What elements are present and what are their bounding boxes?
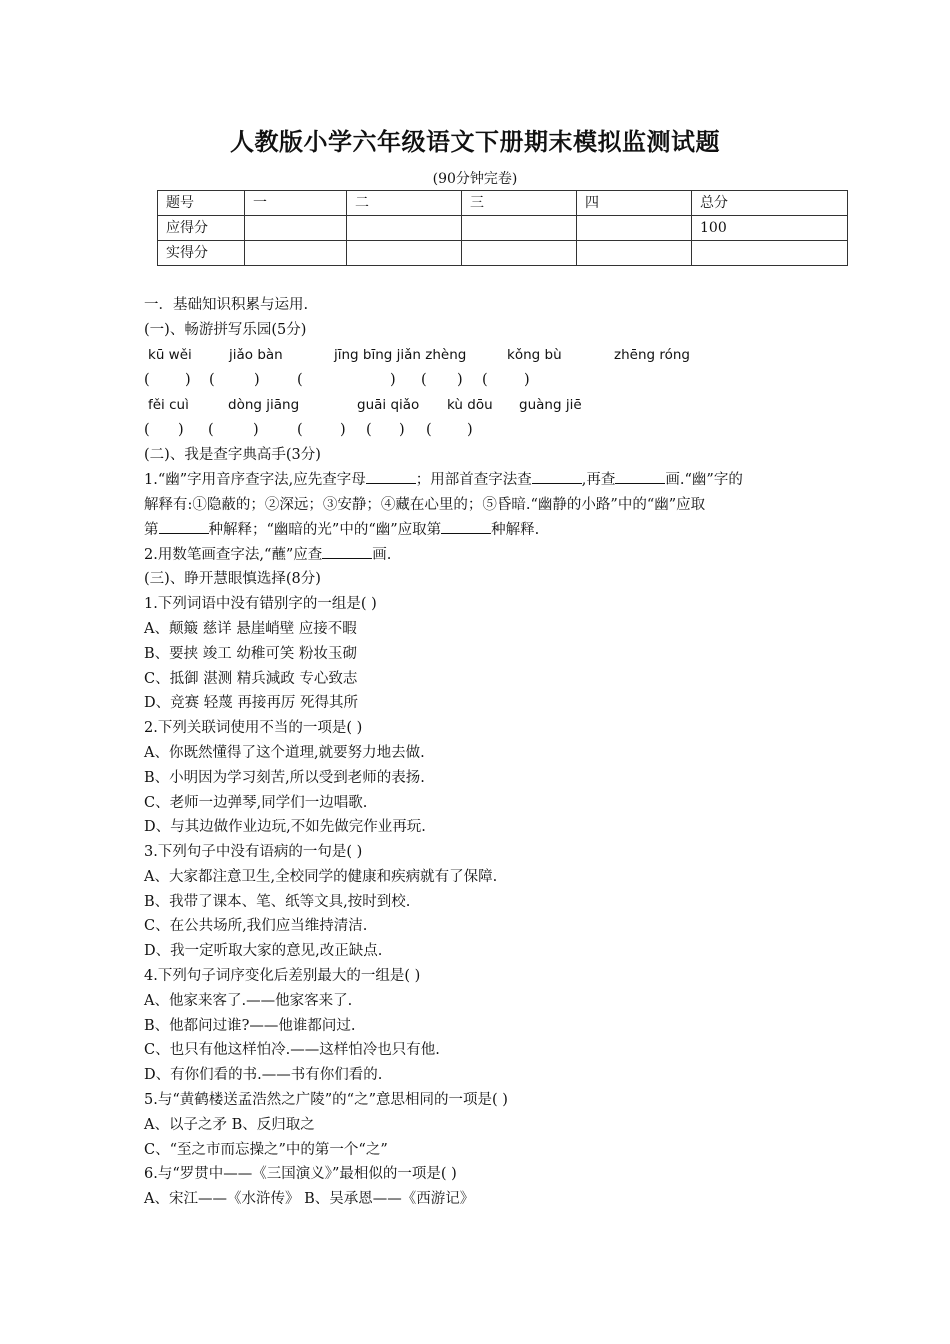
answer-blank[interactable] <box>366 469 416 484</box>
question-text: 种解释. <box>491 521 540 538</box>
table-row <box>158 241 848 266</box>
question-line: A、宋江——《水浒传》 B、吴承恩——《西游记》 <box>144 1191 475 1208</box>
question-text: 2.用数笔画查字法,“蘸”应查 <box>144 546 323 563</box>
table-row <box>158 216 848 241</box>
bracket: ( <box>482 371 488 388</box>
bracket: ( <box>366 422 372 439</box>
question-line: D、有你们看的书.——书有你们看的. <box>144 1067 383 1084</box>
page-title: 人教版小学六年级语文下册期末模拟监测试题 <box>230 127 720 156</box>
question-line: 3.下列句子中没有语病的一句是( ) <box>144 844 363 861</box>
bracket: ) <box>467 422 473 439</box>
bracket: ) <box>178 422 184 439</box>
table-cell <box>347 241 462 266</box>
pinyin-item: kǒng bù <box>507 346 562 363</box>
table-cell <box>462 216 577 241</box>
table-cell: 三 <box>462 191 577 216</box>
pinyin-item: kù dōu <box>447 396 493 413</box>
table-cell: 四 <box>577 191 692 216</box>
question-text: ；用部首查字法查 <box>415 472 532 489</box>
table-cell: 实得分 <box>158 241 245 266</box>
score-table <box>157 190 848 266</box>
question-line: 解释有:①隐蔽的；②深远；③安静；④藏在心里的；⑤昏暗.“幽静的小路”中的“幽”应取 <box>144 496 706 513</box>
question-list <box>144 592 824 1212</box>
question-line: B、他都问过谁?——他谁都问过. <box>144 1017 356 1034</box>
question-line: A、你既然懂得了这个道理,就要努力地去做. <box>144 744 425 761</box>
bracket: ( <box>421 371 427 388</box>
question-line: C、“至之市而忘操之”中的第一个“之” <box>144 1141 388 1158</box>
pinyin-item: guāi qiǎo <box>357 396 420 413</box>
bracket: ( <box>209 371 215 388</box>
question-line: 6.与“罗贯中——《三国演义》”最相似的一项是( ) <box>144 1166 457 1183</box>
answer-blank[interactable] <box>322 544 372 559</box>
answer-blank[interactable] <box>615 469 665 484</box>
question-line: 4.下列句子词序变化后差别最大的一组是( ) <box>144 968 421 985</box>
question-line: 1.下列词语中没有错别字的一组是( ) <box>144 596 377 613</box>
question-line: A、颠簸 慈详 悬崖峭壁 应接不暇 <box>144 620 357 637</box>
question-line: 2.下列关联词使用不当的一项是( ) <box>144 720 363 737</box>
bracket: ) <box>457 371 463 388</box>
table-cell <box>245 216 347 241</box>
question-text: ,再查 <box>581 472 616 489</box>
answer-blank[interactable] <box>532 469 582 484</box>
question-line: B、我带了课本、笔、纸等文具,按时到校. <box>144 893 411 910</box>
pinyin-item: jīng bīng jiǎn zhèng <box>334 346 467 363</box>
pinyin-item: fěi cuì <box>148 396 189 413</box>
question-line: A、他家来客了.——他家客来了. <box>144 992 353 1009</box>
bracket: ) <box>390 371 396 388</box>
bracket: ) <box>524 371 530 388</box>
bracket: ) <box>254 371 260 388</box>
question-line <box>144 543 824 568</box>
question-text: 种解释；“幽暗的光”中的“幽”应取第 <box>208 521 442 538</box>
question-line: C、也只有他这样怕冷.——这样怕冷也只有他. <box>144 1042 440 1059</box>
table-cell: 一 <box>245 191 347 216</box>
part-heading: (一)、畅游拼写乐园(5分) <box>144 321 307 338</box>
table-cell <box>692 241 848 266</box>
question-line: D、竞赛 轻蔑 再接再厉 死得其所 <box>144 695 358 712</box>
bracket: ( <box>144 422 150 439</box>
question-line <box>144 518 824 543</box>
bracket: ( <box>297 422 303 439</box>
table-cell: 题号 <box>158 191 245 216</box>
question-line: C、老师一边弹琴,同学们一边唱歌. <box>144 794 368 811</box>
table-cell: 应得分 <box>158 216 245 241</box>
section-heading: 一．基础知识积累与运用. <box>144 297 309 313</box>
question-line: B、要挟 竣工 幼稚可笑 粉妆玉砌 <box>144 645 357 662</box>
question-line: C、在公共场所,我们应当维持清洁. <box>144 918 368 935</box>
pinyin-row <box>144 343 824 368</box>
table-cell: 二 <box>347 191 462 216</box>
pinyin-item: dòng jiāng <box>228 396 300 413</box>
answer-blank[interactable] <box>159 519 209 534</box>
pinyin-item: guàng jiē <box>519 396 582 413</box>
bracket: ( <box>426 422 432 439</box>
table-cell <box>577 216 692 241</box>
answer-brackets-row <box>144 368 824 393</box>
part-heading: (二)、我是查字典高手(3分) <box>144 447 321 464</box>
answer-blank[interactable] <box>441 519 491 534</box>
exam-content <box>144 293 824 1212</box>
bracket: ( <box>297 371 303 388</box>
bracket: ) <box>340 422 346 439</box>
question-text: 画. <box>372 546 392 563</box>
question-line: A、大家都注意卫生,全校同学的健康和疾病就有了保障. <box>144 868 498 885</box>
question-line: C、抵御 湛测 精兵減政 专心致志 <box>144 670 358 687</box>
table-cell <box>245 241 347 266</box>
question-line <box>144 468 824 493</box>
answer-brackets-row <box>144 418 824 443</box>
table-row <box>158 191 848 216</box>
bracket: ) <box>185 371 191 388</box>
question-line: B、小明因为学习刻苦,所以受到老师的表扬. <box>144 769 425 786</box>
question-text: 第 <box>144 521 159 538</box>
question-line: A、以子之矛 B、反归取之 <box>144 1116 315 1133</box>
bracket: ) <box>253 422 259 439</box>
part-heading: (三)、睁开慧眼慎选择(8分) <box>144 571 321 588</box>
table-cell <box>347 216 462 241</box>
question-text: 1.“幽”字用音序查字法,应先查字母 <box>144 472 366 489</box>
question-text: 画.“幽”字的 <box>665 472 743 489</box>
pinyin-item: kū wěi <box>148 346 192 363</box>
bracket: ( <box>144 371 150 388</box>
table-cell: 100 <box>692 216 848 241</box>
question-line: 5.与“黄鹤楼送孟浩然之广陵”的“之”意思相同的一项是( ) <box>144 1092 508 1109</box>
page-subtitle: (90分钟完卷) <box>432 171 518 187</box>
bracket: ) <box>399 422 405 439</box>
pinyin-item: zhēng róng <box>614 346 691 363</box>
pinyin-row <box>144 393 824 418</box>
pinyin-item: jiǎo bàn <box>229 346 283 363</box>
table-cell <box>577 241 692 266</box>
question-line: D、与其边做作业边玩,不如先做完作业再玩. <box>144 819 426 836</box>
table-cell: 总分 <box>692 191 848 216</box>
bracket: ( <box>208 422 214 439</box>
table-cell <box>462 241 577 266</box>
question-line: D、我一定听取大家的意见,改正缺点. <box>144 943 383 960</box>
